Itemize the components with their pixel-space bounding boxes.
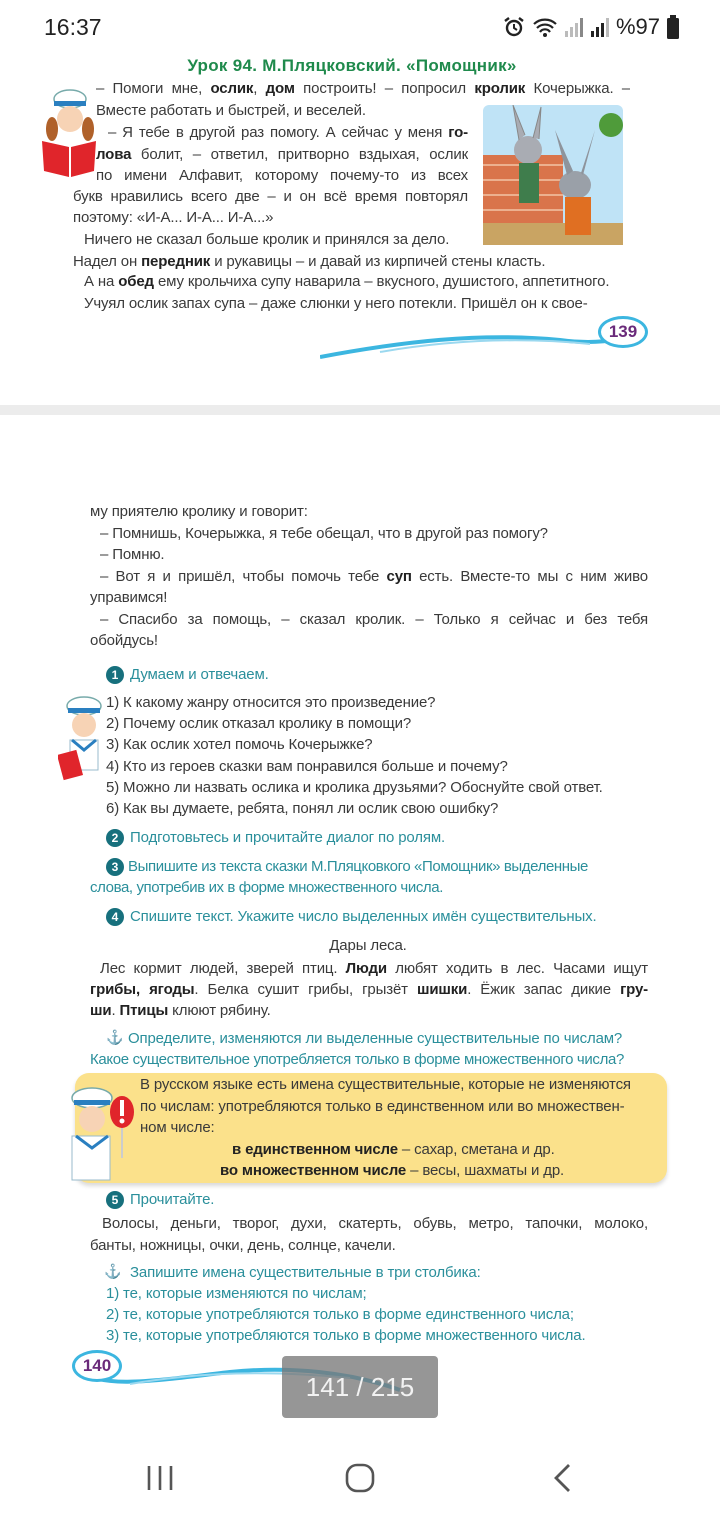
- question: 3) Как ослик хотел помочь Кочерыжке?: [106, 736, 373, 753]
- text-segment: . Белка сушит грибы, грызёт: [194, 981, 417, 998]
- text-segment: ном числе:: [140, 1119, 215, 1136]
- text-segment: А на: [84, 273, 119, 290]
- text-line: [100, 959, 648, 979]
- anchor-icon: ⚓: [104, 1263, 122, 1279]
- page-separator: [0, 405, 720, 415]
- text-segment: Учуял ослик запах супа – даже слюнки у него потекли. Пришёл он к свое-: [84, 295, 588, 312]
- text-segment: – Спасибо за помощь, – сказал кролик. – Только я сейчас и без тебя: [100, 611, 648, 628]
- task-3-text: слова, употребив их в форме множественного числа.: [90, 879, 443, 896]
- story-line: [73, 187, 468, 207]
- text-segment: построить! – попросил: [294, 80, 475, 97]
- home-button[interactable]: [340, 1458, 380, 1498]
- wifi-icon: [532, 16, 558, 38]
- text-segment: – Вот я и пришёл, чтобы помочь тебе: [100, 568, 387, 585]
- page-number-139: 139: [598, 316, 648, 348]
- task-5-item: 1) те, которые изменяются по числам;: [106, 1285, 367, 1302]
- text-segment: клюют рябину.: [168, 1002, 271, 1019]
- text-segment: – весы, шахматы и др.: [406, 1162, 565, 1179]
- task-number-badge: 2: [106, 829, 124, 847]
- navigation-bar: [0, 1430, 720, 1520]
- story-line: [84, 294, 588, 314]
- page-indicator: 141 / 215: [282, 1356, 438, 1418]
- story-line: [100, 567, 648, 587]
- task-5-item: 3) те, которые употребляются только в форме множественного числа.: [106, 1327, 586, 1344]
- question: 1) К какому жанру относится это произведение?: [106, 694, 436, 711]
- task-3-text: Выпишите из текста сказки М.Пляцковкого «Помощник» выделенные: [128, 858, 588, 875]
- highlighted-word: передник: [141, 253, 211, 270]
- task-4-question: Какое существительное употребляется только в форме множественного числа?: [90, 1051, 624, 1068]
- text-segment: Надел он: [73, 253, 142, 270]
- highlighted-word: ослик: [210, 80, 254, 97]
- alarm-icon: [502, 15, 526, 39]
- text-segment: Лес кормит людей, зверей птиц.: [100, 960, 346, 977]
- task-5-instruction: Запишите имена существительные в три столбика:: [130, 1264, 481, 1281]
- girl-reading-illustration: [40, 85, 98, 177]
- text-segment: – Помоги мне,: [96, 80, 211, 97]
- story-line: [108, 123, 468, 143]
- text-segment: Ничего не сказал больше кролик и принялся за дело.: [84, 231, 450, 248]
- signal-icon: [590, 16, 610, 38]
- task-2-title: Подготовьтесь и прочитайте диалог по ролям.: [130, 829, 446, 846]
- story-line: [84, 272, 609, 292]
- story-line: [96, 145, 468, 165]
- home-icon: [344, 1462, 376, 1494]
- clock: 16:37: [44, 14, 102, 40]
- story-line: [84, 230, 449, 250]
- story-line: [96, 101, 366, 121]
- text-title: Дары леса.: [329, 937, 407, 954]
- story-line: [90, 588, 167, 608]
- task-4-question: Определите, изменяются ли выделенные существительные по числам?: [128, 1030, 623, 1047]
- text-segment: по числам: употребляются только в единственном или во множествен-: [140, 1098, 625, 1115]
- sailor-boy-illustration: [58, 692, 108, 782]
- text-segment: управимся!: [90, 589, 168, 606]
- highlighted-word: шишки: [416, 981, 468, 998]
- text-segment: букв нравились всего две – и он всё время повторял: [73, 188, 468, 205]
- battery-icon: [666, 15, 680, 39]
- question: 6) Как вы думаете, ребята, понял ли ослик свою ошибку?: [106, 800, 499, 817]
- task-5-title: Прочитайте.: [130, 1191, 215, 1208]
- text-segment: обойдусь!: [90, 632, 158, 649]
- text-segment: В русском языке есть имена существительные, которые не изменяются: [140, 1076, 631, 1093]
- rule-line: [140, 1075, 631, 1095]
- text-segment: по имени Алфавит, которому почему-то из всех: [96, 167, 468, 184]
- highlighted-word: го-: [448, 124, 468, 141]
- highlighted-word: гру-: [620, 981, 648, 998]
- page-number-140: 140: [72, 1350, 122, 1382]
- task-1-title: Думаем и отвечаем.: [130, 666, 269, 683]
- story-line: [96, 166, 468, 186]
- story-line: [100, 524, 548, 544]
- sailor-boy-warning-illustration: [64, 1082, 138, 1182]
- word-list: банты, ножницы, очки, день, солнце, качели.: [90, 1237, 396, 1254]
- story-line: [73, 208, 273, 228]
- story-line: [100, 610, 648, 630]
- highlighted-word: ши: [90, 1002, 112, 1019]
- rule-line: [140, 1118, 215, 1138]
- text-segment: Вместе работать и быстрей, и веселей.: [96, 102, 366, 119]
- back-icon: [551, 1463, 575, 1493]
- text-segment: болит, – ответил, притворно вздыхая, ослик: [131, 146, 468, 163]
- text-line: [90, 980, 648, 1000]
- highlighted-word: в единственном числе: [232, 1141, 398, 1158]
- highlighted-word: Люди: [345, 960, 387, 977]
- task-5-item: 2) те, которые употребляются только в форме единственного числа;: [106, 1306, 574, 1323]
- highlighted-word: кролик: [474, 80, 526, 97]
- highlighted-word: во множественном числе: [220, 1162, 407, 1179]
- rule-line: [232, 1140, 555, 1160]
- rule-line: [220, 1161, 564, 1181]
- task-number-badge: 4: [106, 908, 124, 926]
- story-line: [100, 545, 164, 565]
- recents-icon: [145, 1464, 175, 1492]
- story-line: [90, 502, 308, 522]
- lesson-title: Урок 94. М.Пляцковский. «Помощник»: [187, 56, 517, 75]
- task-number-badge: 1: [106, 666, 124, 684]
- text-segment: Кочерыжка. –: [525, 80, 630, 97]
- question: 2) Почему ослик отказал кролику в помощи?: [106, 715, 412, 732]
- text-line: [90, 1001, 271, 1021]
- story-line: [90, 631, 158, 651]
- text-segment: му приятелю кролику и говорит:: [90, 503, 308, 520]
- text-segment: ,: [253, 80, 266, 97]
- highlighted-word: лова: [96, 146, 132, 163]
- text-segment: любят ходить в лес. Часами ищут: [386, 960, 648, 977]
- text-segment: – Помнишь, Кочерыжка, я тебе обещал, что в другой раз помогу?: [100, 525, 548, 542]
- back-button[interactable]: [543, 1458, 583, 1498]
- battery-percent: %97: [615, 14, 660, 39]
- story-line: [96, 79, 630, 99]
- anchor-icon: ⚓: [106, 1029, 124, 1045]
- highlighted-word: суп: [386, 568, 412, 585]
- signal-icon: [564, 16, 584, 38]
- text-segment: ему крольчиха супу наварила – вкусного, душистого, аппетитного.: [153, 273, 610, 290]
- rule-line: [140, 1097, 624, 1117]
- highlighted-word: Птицы: [119, 1002, 169, 1019]
- text-segment: .: [111, 1002, 120, 1019]
- highlighted-word: обед: [118, 273, 154, 290]
- recents-button[interactable]: [140, 1458, 180, 1498]
- highlighted-word: дом: [265, 80, 295, 97]
- question: 4) Кто из героев сказки вам понравился больше и почему?: [106, 758, 508, 775]
- task-4-title: Спишите текст. Укажите число выделенных имён существительных.: [130, 908, 597, 925]
- text-segment: – Я тебе в другой раз помогу. А сейчас у меня: [108, 124, 449, 141]
- word-list: Волосы, деньги, творог, духи, скатерть, обувь, метро, тапочки, молоко,: [102, 1215, 648, 1232]
- rabbit-donkey-illustration: [483, 105, 623, 245]
- highlighted-word: грибы, ягоды: [90, 981, 195, 998]
- story-line: [73, 252, 545, 272]
- status-bar: [0, 0, 720, 55]
- text-segment: есть. Вместе-то мы с ним живо: [411, 568, 648, 585]
- text-segment: поэтому: «И-А... И-А... И-А...»: [73, 209, 274, 226]
- text-segment: – Помню.: [100, 546, 165, 563]
- task-number-badge: 5: [106, 1191, 124, 1209]
- question: 5) Можно ли назвать ослика и кролика друзьями? Обоснуйте свой ответ.: [106, 779, 603, 796]
- text-segment: – сахар, сметана и др.: [397, 1141, 555, 1158]
- task-number-badge: 3: [106, 858, 124, 876]
- text-segment: и рукавицы – и давай из кирпичей стены класть.: [210, 253, 546, 270]
- text-segment: . Ёжик запас дикие: [467, 981, 621, 998]
